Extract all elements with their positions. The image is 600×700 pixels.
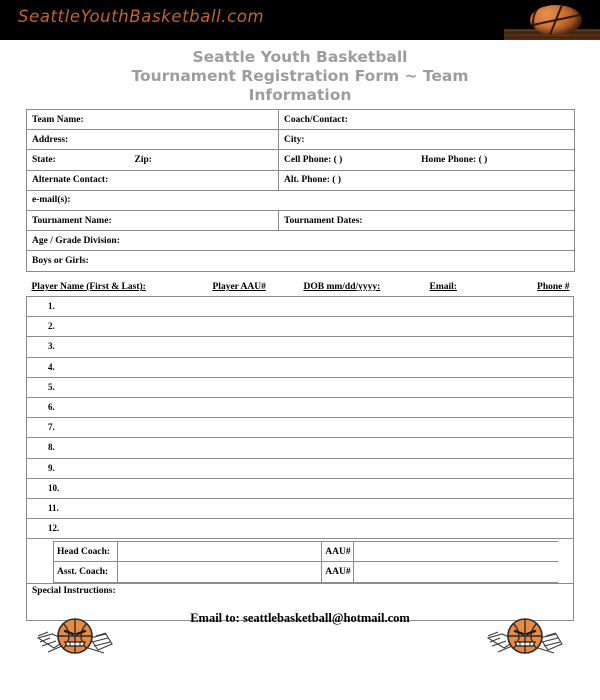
table-row [27, 231, 575, 251]
zip-label: Zip: [134, 154, 152, 165]
coach-section-row [27, 539, 574, 583]
boys-or-girls-cell[interactable] [27, 251, 575, 271]
player-table-header-row [27, 281, 574, 297]
tournament-dates-label: Tournament Dates: [284, 215, 363, 226]
table-row [27, 418, 574, 438]
head-coach-aau-label: AAU# [322, 542, 354, 562]
player-row-2[interactable] [27, 317, 574, 337]
table-row [27, 251, 575, 271]
table-row [54, 562, 559, 582]
site-banner [0, 0, 600, 40]
asst-coach-aau-label: AAU# [322, 562, 354, 582]
table-row [27, 337, 574, 357]
player-row-1[interactable] [27, 297, 574, 317]
player-row-10[interactable] [27, 478, 574, 498]
site-name-text: SeattleYouthBasketball.com [18, 7, 265, 26]
city-cell[interactable] [279, 130, 575, 150]
header-player-name: Player Name (First & Last): [31, 282, 146, 292]
row-number: 5. [48, 381, 55, 392]
header-player-aau: Player AAU# [212, 282, 266, 292]
state-label: State: [32, 154, 56, 165]
address-cell[interactable] [27, 130, 279, 150]
table-row [27, 478, 574, 498]
tournament-name-cell[interactable] [27, 210, 279, 230]
basketball-seam-curve [530, 5, 582, 35]
table-row [27, 170, 575, 190]
row-number: 7. [48, 422, 55, 433]
player-row-12[interactable] [27, 519, 574, 539]
row-number: 10. [48, 482, 60, 493]
player-row-3[interactable] [27, 337, 574, 357]
page-title-line-3: Information [248, 86, 352, 104]
row-number: 12. [48, 523, 60, 534]
alternate-contact-cell[interactable] [27, 170, 279, 190]
head-coach-value[interactable] [118, 542, 322, 562]
coach-contact-cell[interactable] [279, 110, 575, 130]
age-grade-division-cell[interactable] [27, 231, 575, 251]
row-number: 11. [48, 502, 59, 513]
table-row [27, 190, 575, 210]
state-zip-cell[interactable] [27, 150, 279, 170]
page-title [85, 48, 515, 105]
table-row [27, 110, 575, 130]
email-to-text: Email to: seattlebasketball@hotmail.com [190, 611, 410, 625]
email-label: e-mail(s): [32, 195, 71, 206]
alt-phone-cell[interactable] [279, 170, 575, 190]
table-row [27, 130, 575, 150]
team-information-table [26, 109, 575, 272]
cell-phone-label: Cell Phone: ( ) [284, 154, 343, 165]
table-row [27, 297, 574, 317]
alt-phone-label: Alt. Phone: ( ) [284, 175, 341, 186]
row-number: 4. [48, 361, 55, 372]
home-phone-label: Home Phone: ( ) [421, 154, 488, 165]
team-name-cell[interactable] [27, 110, 279, 130]
row-number: 2. [48, 321, 55, 332]
page-title-line-2: Tournament Registration Form ~ Team [131, 67, 469, 85]
tournament-name-label: Tournament Name: [32, 215, 112, 226]
player-row-7[interactable] [27, 418, 574, 438]
table-row [27, 377, 574, 397]
table-row [27, 438, 574, 458]
age-grade-division-label: Age / Grade Division: [32, 235, 120, 246]
table-row [27, 210, 575, 230]
row-number: 9. [48, 462, 55, 473]
table-row [27, 397, 574, 417]
team-name-label: Team Name: [32, 114, 84, 125]
tournament-dates-cell[interactable] [279, 210, 575, 230]
asst-coach-label: Asst. Coach: [54, 562, 118, 582]
row-number: 3. [48, 341, 55, 352]
coach-contact-label: Coach/Contact: [284, 114, 348, 125]
asst-coach-aau-value[interactable] [354, 562, 558, 582]
page-title-line-1: Seattle Youth Basketball [192, 48, 408, 66]
mascot-logo-left [32, 608, 118, 670]
player-row-6[interactable] [27, 397, 574, 417]
player-roster-table [26, 281, 574, 621]
basketball-icon [530, 5, 582, 35]
player-row-8[interactable] [27, 438, 574, 458]
city-label: City: [284, 134, 305, 145]
coach-section-cell [27, 539, 574, 583]
table-row [27, 150, 575, 170]
table-row [27, 357, 574, 377]
coach-table [53, 541, 558, 582]
special-instructions-label: Special Instructions: [32, 585, 116, 596]
player-table-headers [27, 281, 574, 297]
phones-cell[interactable] [279, 150, 575, 170]
player-row-9[interactable] [27, 458, 574, 478]
header-phone: Phone # [537, 282, 570, 292]
asst-coach-value[interactable] [118, 562, 322, 582]
head-coach-label: Head Coach: [54, 542, 118, 562]
mascot-logo-right [482, 608, 568, 670]
row-number: 6. [48, 402, 55, 413]
row-number: 8. [48, 442, 55, 453]
alternate-contact-label: Alternate Contact: [32, 175, 109, 186]
table-row [27, 498, 574, 518]
row-number: 1. [48, 301, 55, 312]
table-row [27, 458, 574, 478]
head-coach-aau-value[interactable] [354, 542, 558, 562]
table-row [54, 542, 559, 562]
table-row [27, 317, 574, 337]
banner-basketball-photo [504, 0, 600, 40]
email-cell[interactable] [27, 190, 575, 210]
player-row-11[interactable] [27, 498, 574, 518]
player-row-4[interactable] [27, 357, 574, 377]
player-row-5[interactable] [27, 377, 574, 397]
table-row [27, 519, 574, 539]
address-label: Address: [32, 134, 69, 145]
boys-or-girls-label: Boys or Girls: [32, 255, 89, 266]
header-dob: DOB mm/dd/yyyy: [303, 282, 381, 292]
header-email: Email: [429, 282, 457, 292]
